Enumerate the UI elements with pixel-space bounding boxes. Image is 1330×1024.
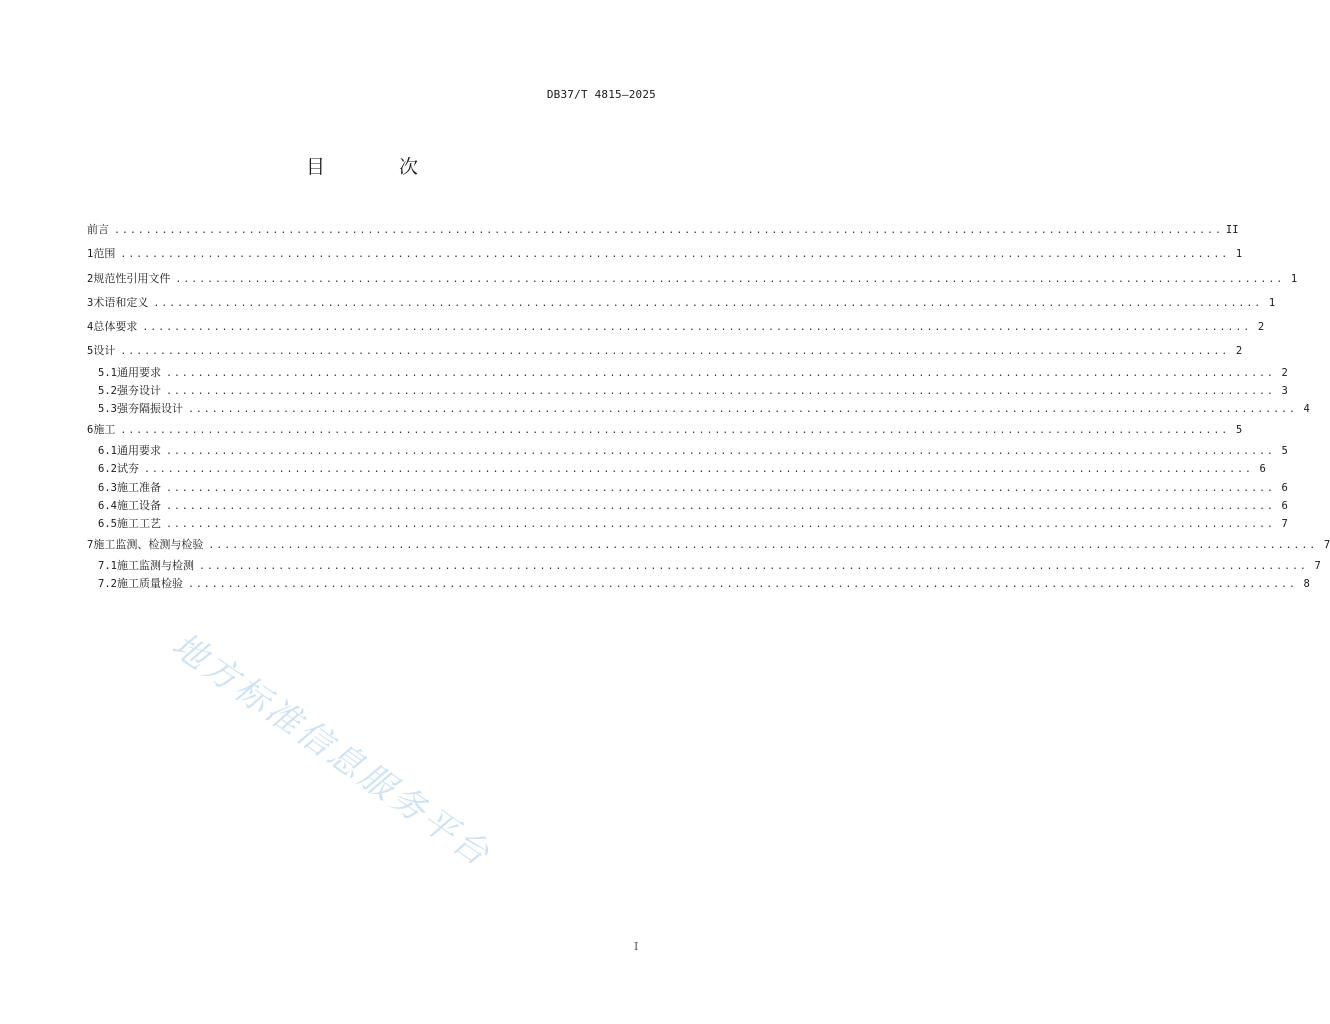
toc-entry-number: 5.1 bbox=[98, 366, 117, 379]
toc-entry-number: 6.5 bbox=[98, 517, 117, 530]
toc-leader-dots: ............................................................................................................................................ bbox=[165, 385, 1275, 397]
toc-entry-page: 1 bbox=[1290, 272, 1298, 285]
toc-entry-label: 前言 bbox=[87, 223, 109, 236]
toc-entry-page: 6 bbox=[1281, 481, 1288, 494]
toc-entry-page: 7 bbox=[1314, 560, 1321, 573]
toc-entry-label: 施工 bbox=[93, 423, 116, 437]
toc-leader-dots: ............................................................................................................................................ bbox=[165, 500, 1275, 512]
toc-leader-dots: ............................................................................................................................................ bbox=[114, 225, 1223, 236]
toc-leader-dots: ............................................................................................................................................ bbox=[120, 425, 1230, 437]
toc-leader-dots: ............................................................................................................................................ bbox=[143, 464, 1253, 476]
toc-entry-page: 4 bbox=[1303, 402, 1310, 415]
toc-entry[interactable] bbox=[87, 442, 1288, 460]
toc-entry-number: 7.2 bbox=[98, 578, 117, 591]
toc-entry-label: 施工准备 bbox=[116, 480, 161, 494]
toc-entry-number: 5 bbox=[87, 345, 94, 358]
toc-entry-label: 总体要求 bbox=[93, 320, 138, 334]
toc-entry-number: 6.1 bbox=[98, 445, 117, 458]
toc-entry[interactable] bbox=[87, 497, 1288, 515]
toc-entry-number: 7.1 bbox=[98, 560, 117, 573]
toc-entry[interactable] bbox=[87, 557, 1321, 575]
toc-entry-page: 2 bbox=[1281, 366, 1288, 379]
toc-entry-label: 范围 bbox=[93, 247, 116, 261]
toc-entry-label: 施工监测、检测与检验 bbox=[93, 537, 204, 551]
toc-leader-dots: ............................................................................................................................................ bbox=[165, 518, 1275, 530]
toc-entry[interactable] bbox=[87, 418, 1243, 442]
toc-entry[interactable] bbox=[87, 291, 1276, 315]
toc-entry[interactable] bbox=[87, 364, 1288, 382]
toc-entry-number: 7 bbox=[87, 538, 94, 551]
watermark: 地方标准信息服务平台 bbox=[164, 624, 499, 876]
toc-entry[interactable] bbox=[87, 339, 1243, 363]
toc-entry-number: 6.2 bbox=[98, 463, 117, 476]
document-code: DB37/T 4815—2025 bbox=[546, 88, 656, 101]
toc-entry-number: 6 bbox=[87, 424, 94, 437]
toc-entry-page: 1 bbox=[1235, 248, 1243, 261]
toc-leader-dots: ............................................................................................................................................ bbox=[142, 322, 1252, 334]
toc-leader-dots: ............................................................................................................................................ bbox=[120, 249, 1230, 261]
toc-entry-page: 7 bbox=[1323, 538, 1330, 551]
toc-entry-page: 6 bbox=[1281, 499, 1288, 512]
toc-leader-dots: ............................................................................................................................................ bbox=[120, 346, 1230, 358]
toc-entry-page: II bbox=[1225, 224, 1239, 236]
toc-entry-label: 施工工艺 bbox=[116, 516, 161, 530]
toc-entry-page: 6 bbox=[1259, 463, 1266, 476]
toc-entry[interactable] bbox=[87, 479, 1288, 497]
toc-entry-label: 施工设备 bbox=[116, 498, 161, 512]
toc-entry-number: 1 bbox=[87, 248, 94, 261]
toc-leader-dots: ............................................................................................................................................ bbox=[165, 482, 1275, 494]
toc-entry[interactable] bbox=[87, 460, 1266, 478]
toc-entry-label: 施工质量检验 bbox=[116, 577, 183, 591]
toc-entry[interactable] bbox=[87, 533, 1330, 557]
toc-entry-number: 5.3 bbox=[98, 402, 117, 415]
toc-leader-dots: ............................................................................................................................................ bbox=[208, 539, 1318, 551]
toc-leader-dots: ............................................................................................................................................ bbox=[165, 367, 1275, 379]
toc-entry-number: 6.3 bbox=[98, 481, 117, 494]
toc-entry-label: 通用要求 bbox=[116, 444, 161, 458]
toc-entry[interactable] bbox=[87, 267, 1298, 291]
table-of-contents bbox=[87, 218, 1330, 593]
toc-entry[interactable] bbox=[87, 242, 1243, 266]
toc-entry-label: 强夯设计 bbox=[116, 383, 161, 397]
toc-leader-dots: ............................................................................................................................................ bbox=[187, 579, 1297, 591]
toc-entry-number: 4 bbox=[87, 321, 94, 334]
toc-leader-dots: ............................................................................................................................................ bbox=[198, 561, 1308, 573]
toc-entry-number: 2 bbox=[87, 272, 94, 285]
toc-entry-page: 2 bbox=[1257, 321, 1265, 334]
toc-entry-page: 7 bbox=[1281, 517, 1288, 530]
toc-entry-page: 5 bbox=[1235, 424, 1243, 437]
footer-page-number: I bbox=[634, 940, 639, 953]
toc-entry[interactable] bbox=[87, 382, 1288, 400]
toc-entry-label: 施工监测与检测 bbox=[116, 559, 194, 573]
toc-entry-page: 8 bbox=[1303, 578, 1310, 591]
toc-entry[interactable] bbox=[87, 315, 1265, 339]
toc-entry-label: 通用要求 bbox=[116, 365, 161, 379]
toc-entry[interactable] bbox=[87, 218, 1239, 242]
toc-leader-dots: ............................................................................................................................................ bbox=[165, 446, 1275, 458]
toc-entry-number: 3 bbox=[87, 296, 94, 309]
toc-entry-page: 1 bbox=[1268, 296, 1276, 309]
toc-entry[interactable] bbox=[87, 515, 1288, 533]
toc-leader-dots: ............................................................................................................................................ bbox=[187, 403, 1297, 415]
toc-entry-number: 5.2 bbox=[98, 384, 117, 397]
toc-entry-number: 6.4 bbox=[98, 499, 117, 512]
toc-entry-label: 试夯 bbox=[116, 462, 139, 476]
toc-entry-label: 规范性引用文件 bbox=[93, 271, 171, 285]
toc-entry-page: 2 bbox=[1235, 345, 1243, 358]
toc-entry-page: 3 bbox=[1281, 384, 1288, 397]
toc-leader-dots: ............................................................................................................................................ bbox=[153, 297, 1263, 309]
toc-entry[interactable] bbox=[87, 400, 1310, 418]
toc-entry-label: 术语和定义 bbox=[93, 295, 149, 309]
toc-title: 目 次 bbox=[305, 156, 453, 178]
toc-leader-dots: ............................................................................................................................................ bbox=[175, 273, 1285, 285]
toc-entry-label: 强夯隔振设计 bbox=[116, 401, 183, 415]
toc-entry[interactable] bbox=[87, 575, 1310, 593]
toc-entry-page: 5 bbox=[1281, 445, 1288, 458]
toc-entry-label: 设计 bbox=[93, 344, 116, 358]
